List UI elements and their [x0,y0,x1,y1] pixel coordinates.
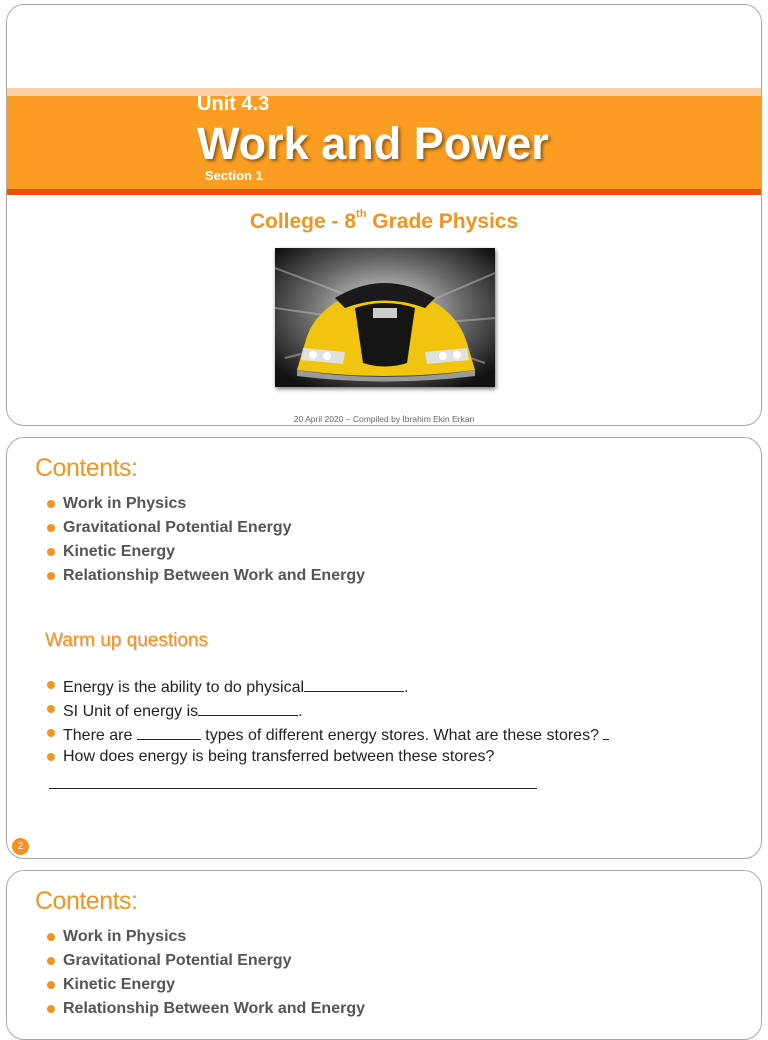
list-item-label: Kinetic Energy [63,976,176,993]
bullet-icon [47,681,55,689]
question-text-end: . [404,679,409,696]
list-item-label: Work in Physics [63,495,187,512]
contents-slide [6,437,762,859]
contents-heading: Contents: [35,887,138,915]
question-text-end: . [298,703,303,720]
subtitle-pre: College - 8 [249,210,357,233]
question-text: There are [63,727,133,744]
answer-blank[interactable] [198,699,298,716]
unit-label: Unit 4.3 [197,93,270,115]
list-item [45,951,365,975]
slide-footer: 20 April 2020 – Compiled by İbrahim Ekin Erkan [293,414,475,424]
bullet-icon [47,500,55,508]
question-item [45,675,609,699]
answer-blank[interactable] [137,723,201,740]
title-slide [6,4,762,426]
warmup-list [45,675,609,771]
bullet-icon [47,981,55,989]
answer-blank[interactable] [603,723,609,740]
contents-list [45,494,365,590]
bullet-icon [47,524,55,532]
list-item-label: Gravitational Potential Energy [63,519,292,536]
list-item [45,494,365,518]
question-item [45,723,609,747]
bullet-icon [47,729,55,737]
warmup-heading: Warm up questions [45,630,208,651]
bullet-icon [47,933,55,941]
bullet-icon [47,548,55,556]
question-text: types of different energy stores. What are these stores? [205,727,599,744]
list-item [45,542,365,566]
bullet-icon [47,705,55,713]
list-item [45,927,365,951]
list-item [45,518,365,542]
list-item [45,566,365,590]
list-item-label: Kinetic Energy [63,543,176,560]
list-item-label: Gravitational Potential Energy [63,952,292,969]
subtitle-sup: th [356,208,367,220]
list-item-label: Relationship Between Work and Energy [63,567,365,584]
section-label: Section 1 [205,168,263,183]
slide-title: Work and Power [197,118,549,169]
page-number-badge: 2 [12,838,29,855]
answer-line[interactable] [49,788,537,789]
question-item [45,699,609,723]
question-item [45,747,609,771]
bullet-icon [47,753,55,761]
header-band-accent [7,189,761,195]
list-item-label: Work in Physics [63,928,187,945]
header-band-light [7,88,761,96]
question-text: Energy is the ability to do physical [63,679,305,696]
list-item [45,975,365,999]
contents-slide-2 [6,870,762,1040]
answer-blank[interactable] [304,675,404,692]
contents-list [45,927,365,1023]
subtitle-post: Grade Physics [366,210,519,233]
question-text: How does energy is being transferred between these stores? [63,748,495,765]
bullet-icon [47,572,55,580]
list-item-label: Relationship Between Work and Energy [63,1000,365,1017]
bullet-icon [47,1005,55,1013]
list-item [45,999,365,1023]
muscle-car-photo [275,248,495,387]
contents-heading: Contents: [35,454,138,482]
course-subtitle [7,210,761,234]
bullet-icon [47,957,55,965]
question-text: SI Unit of energy is [63,703,199,720]
